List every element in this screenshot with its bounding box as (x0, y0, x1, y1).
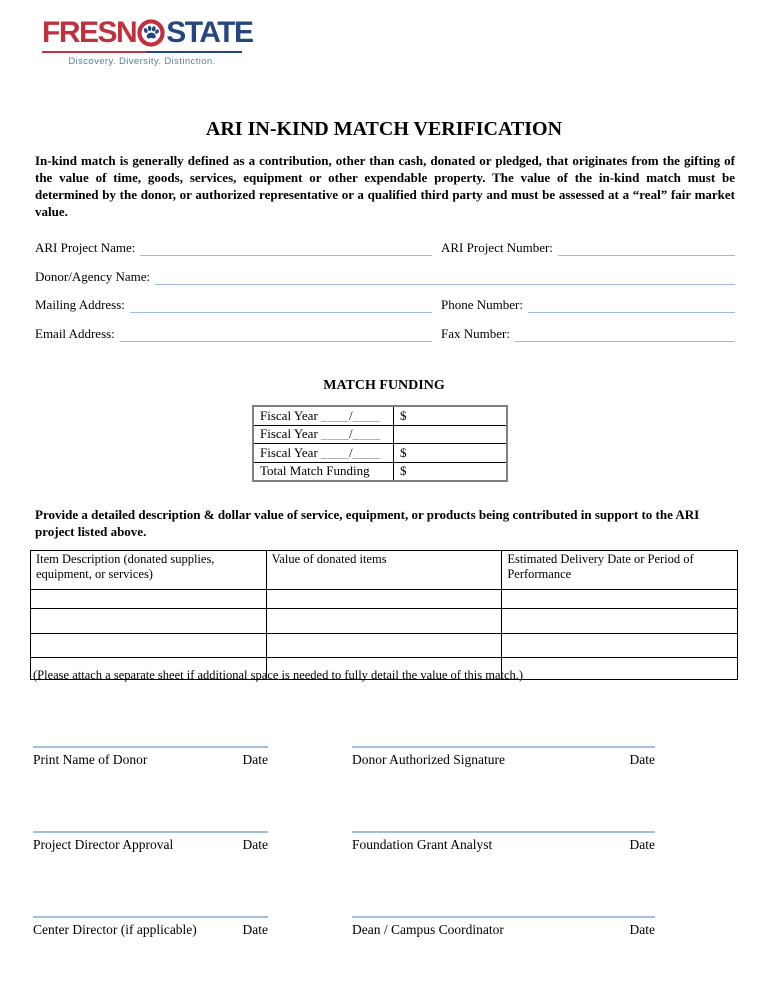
signature-label: Foundation Grant Analyst (352, 837, 493, 852)
fiscal-year-label: Fiscal Year (260, 444, 318, 460)
match-funding-heading: MATCH FUNDING (323, 378, 445, 393)
signature-label: Project Director Approval (33, 837, 174, 852)
fiscal-year-value-cell[interactable] (394, 444, 508, 463)
date-label: Date (242, 837, 268, 852)
fiscal-year-label-cell[interactable] (253, 444, 394, 463)
total-match-funding-label: Total Match Funding (260, 463, 370, 479)
total-match-funding-value-cell[interactable] (394, 462, 508, 481)
mailing-address-label: Mailing Address: (35, 297, 125, 312)
fiscal-year-blank: ____ (352, 426, 381, 442)
signature-row (33, 916, 655, 938)
match-funding-table (252, 405, 508, 482)
fax-label: Fax Number: (441, 325, 510, 341)
field-project-name (35, 238, 432, 256)
signature-label: Center Director (if applicable) (33, 922, 197, 937)
dollar-sign: $ (400, 444, 407, 460)
fiscal-year-slash: / (349, 426, 353, 442)
item-delivery-cell[interactable] (502, 634, 738, 658)
logo-rule (42, 51, 242, 53)
dollar-sign: $ (400, 463, 407, 479)
project-number-label: ARI Project Number: (441, 240, 553, 255)
intro-paragraph: In-kind match is generally defined as a contribution, other than cash, donated or pledged, that originates from the gifting of the value of time, goods, services, equipment or other expendable property. The value of the in-kind match must be determined by the donor, or authorized representative or a qualified third party and must be assessed at a “real” fair market value. (35, 153, 735, 219)
items-table-row (31, 609, 738, 634)
fax-input-line[interactable] (515, 326, 735, 342)
signature-label: Print Name of Donor (33, 752, 148, 767)
signature-block-dean-coordinator[interactable] (352, 916, 655, 938)
item-description-cell[interactable] (31, 634, 267, 658)
signature-block-donor-signature[interactable] (352, 746, 655, 768)
field-fax (441, 324, 735, 342)
date-label: Date (242, 752, 268, 767)
field-email (35, 324, 432, 342)
items-table-row (31, 634, 738, 658)
total-match-funding-label-cell (253, 462, 394, 481)
donor-name-label: Donor/Agency Name: (35, 268, 151, 284)
signature-row (33, 831, 655, 853)
fiscal-year-value-cell[interactable] (394, 406, 508, 425)
email-label: Email Address: (35, 325, 115, 341)
logo-state-text: STATE (166, 16, 253, 49)
signature-block-print-name[interactable] (33, 746, 268, 768)
field-phone (441, 295, 735, 313)
logo-fresno-text: FRESN (42, 16, 137, 49)
date-label: Date (629, 752, 655, 767)
items-table (30, 550, 738, 680)
fiscal-year-blank: ____ (352, 407, 381, 423)
dollar-sign: $ (400, 407, 407, 423)
item-value-cell[interactable] (266, 609, 502, 634)
signature-block-project-director[interactable] (33, 831, 268, 853)
date-label: Date (629, 837, 655, 852)
signature-block-center-director[interactable] (33, 916, 268, 938)
fiscal-year-label-cell[interactable] (253, 425, 394, 444)
fiscal-year-label: Fiscal Year (260, 426, 318, 442)
items-header-description: Item Description (donated supplies, equipment, or services) (31, 551, 267, 590)
phone-input-line[interactable] (528, 297, 735, 313)
field-row-address-phone (35, 295, 735, 313)
match-funding-row (253, 444, 507, 463)
phone-label: Phone Number: (441, 297, 523, 312)
fiscal-year-value-cell[interactable] (394, 425, 508, 444)
match-funding-total-row (253, 462, 507, 481)
item-delivery-cell[interactable] (502, 609, 738, 634)
project-name-label: ARI Project Name: (35, 240, 136, 255)
mailing-address-input-line[interactable] (130, 297, 432, 313)
field-row-email-fax (35, 324, 735, 342)
fiscal-year-blank: ____ (352, 444, 381, 460)
signature-row (33, 746, 655, 768)
item-description-cell[interactable] (31, 590, 267, 609)
item-value-cell[interactable] (266, 634, 502, 658)
project-number-input-line[interactable] (558, 240, 735, 256)
page-title: ARI IN-KIND MATCH VERIFICATION (205, 118, 563, 140)
fiscal-year-blank: ____ (321, 407, 350, 423)
logo-wordmark (42, 16, 253, 49)
fiscal-year-label-cell[interactable] (253, 406, 394, 425)
item-description-cell[interactable] (31, 609, 267, 634)
donor-name-input-line[interactable] (155, 269, 735, 285)
logo-tagline: Discovery. Diversity. Distinction. (68, 56, 216, 67)
field-project-number (441, 238, 735, 256)
fiscal-year-blank: ____ (321, 426, 350, 442)
attachment-note: (Please attach a separate sheet if additional space is needed to fully detail the value of this match.) (33, 668, 524, 682)
field-mailing-address (35, 295, 432, 313)
fiscal-year-blank: ____ (321, 444, 350, 460)
match-funding-row (253, 425, 507, 444)
field-donor-name (35, 267, 735, 285)
fiscal-year-slash: / (349, 444, 353, 460)
match-funding-row (253, 406, 507, 425)
fiscal-year-label: Fiscal Year (260, 407, 318, 423)
item-value-cell[interactable] (266, 590, 502, 609)
items-table-row (31, 590, 738, 609)
item-delivery-cell[interactable] (502, 590, 738, 609)
items-header-value: Value of donated items (266, 551, 502, 590)
date-label: Date (629, 922, 655, 937)
signature-section (33, 746, 655, 994)
signature-block-grant-analyst[interactable] (352, 831, 655, 853)
project-name-input-line[interactable] (140, 240, 432, 256)
fiscal-year-slash: / (349, 407, 353, 423)
field-row-project (35, 238, 735, 256)
signature-label: Dean / Campus Coordinator (352, 922, 504, 937)
contact-fields (35, 238, 735, 352)
items-table-header-row (31, 551, 738, 590)
description-instruction: Provide a detailed description & dollar value of service, equipment, or products being contributed in support to the ARI project listed above. (35, 507, 700, 539)
field-row-donor (35, 267, 735, 285)
email-input-line[interactable] (120, 326, 432, 342)
date-label: Date (242, 922, 268, 937)
paw-icon (137, 19, 165, 47)
fresno-state-logo (42, 16, 253, 67)
signature-label: Donor Authorized Signature (352, 752, 505, 767)
items-header-delivery: Estimated Delivery Date or Period of Performance (502, 551, 738, 590)
